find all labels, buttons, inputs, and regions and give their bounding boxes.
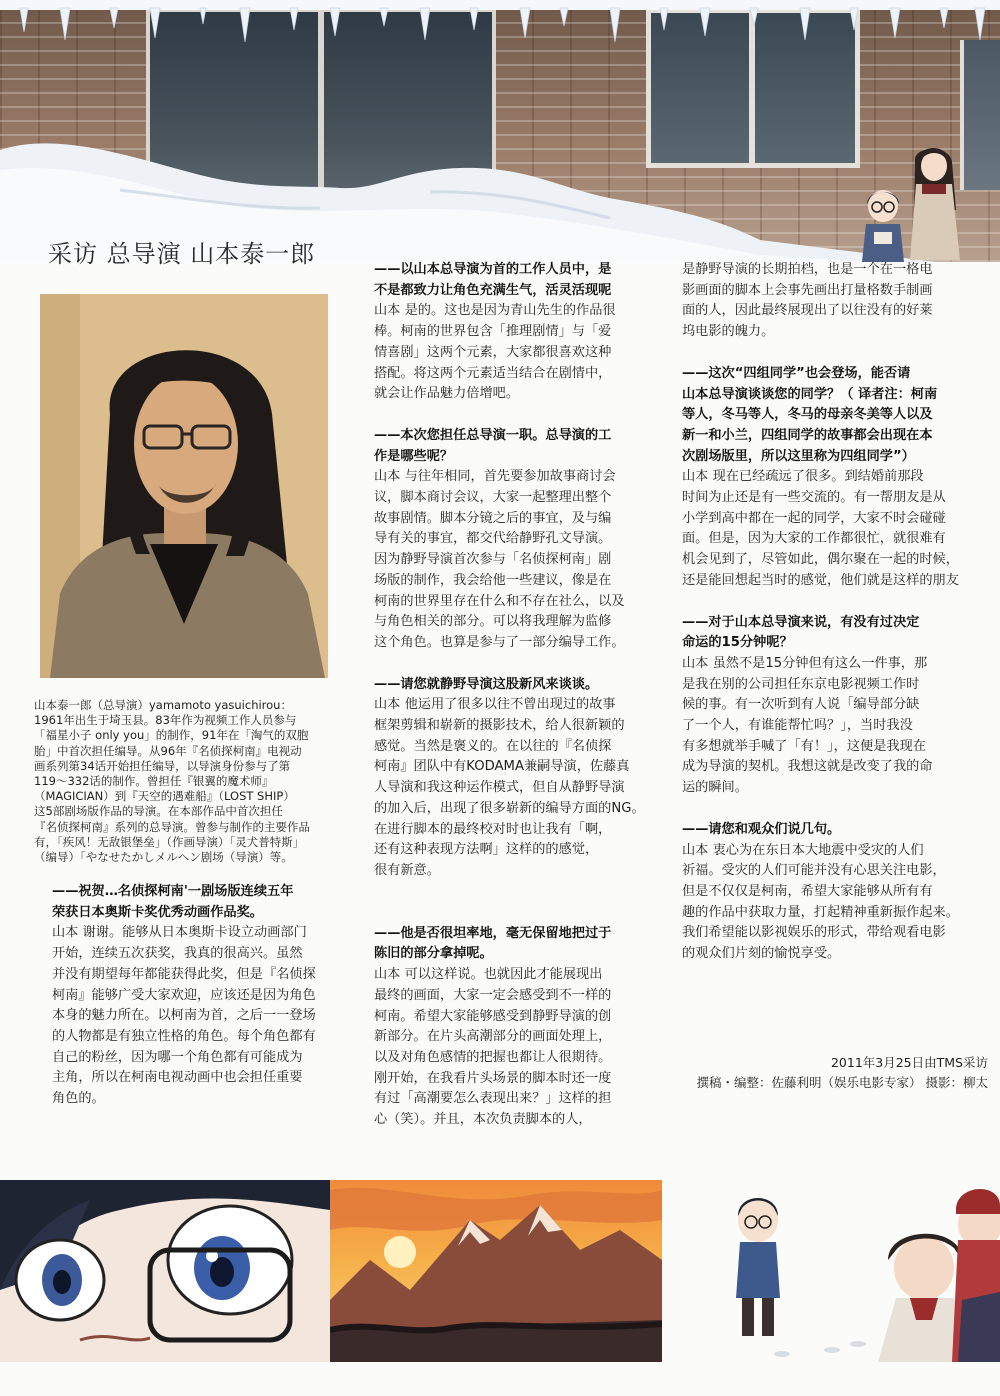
- text-line: 框架剪辑和崭新的摄影技术，给人很新颖的: [374, 718, 625, 734]
- paragraph-gap: [682, 799, 978, 820]
- text-line: 柯南』团队中有KODAMA兼嗣导演，佐藤真: [374, 759, 630, 775]
- text-line: 心（笑）。并且，本次负责脚本的人，: [374, 1112, 592, 1128]
- text-line: 角色的。: [52, 1091, 105, 1107]
- text-line: 候的事。有一次听到有人说「编导部分缺: [682, 697, 920, 713]
- bio-line: 有，「疾风！无敌银堡垒」（作画导演）「灵犬普特斯」: [34, 834, 305, 849]
- text-line: 导有关的事宜，都交代给静野孔文导演。: [374, 531, 612, 547]
- interview-answer: [374, 965, 654, 1131]
- paragraph-gap: [682, 592, 978, 613]
- text-line: 面。但是，因为大家的工作都很忙，就很难有: [682, 531, 946, 547]
- text-line: 命运的15分钟呢？: [682, 635, 793, 651]
- text-line: 有多想就举手喊了「有！」，这便是我现在: [682, 738, 926, 754]
- text-line: 柯南』能够广受大家欢迎，应该还是因为角色: [52, 987, 316, 1003]
- text-line: 感觉。当然是褒义的。在以往的『名侦探: [374, 738, 612, 754]
- text-line: 小学到高中都在一起的同学，大家不时会碰碰: [682, 510, 946, 526]
- text-line: 还是能回想起当时的感觉，他们就是这样的朋友: [682, 572, 959, 588]
- text-line: 时间为止还是有一些交流的。有一帮朋友是从: [682, 490, 946, 506]
- text-line: 山本 现在已经疏远了很多。到结婚前那段: [682, 469, 924, 485]
- bio-line: 画系列第34话开始担任编导，以导演身份参与了第: [34, 758, 291, 773]
- characters-panel: [662, 1180, 1000, 1362]
- portrait-illustration: [40, 294, 328, 678]
- interview-question: [52, 882, 342, 923]
- paragraph-gap: [374, 405, 654, 426]
- credit-date: 2011年3月25日由TMS采访: [830, 1055, 988, 1070]
- text-line: 开始，连续五次获奖，我真的很高兴。虽然: [52, 946, 303, 962]
- paragraph-gap: [374, 654, 654, 675]
- interview-column-2: [374, 260, 654, 1131]
- text-line: 自己的粉丝，因为哪一个角色都有可能成为: [52, 1049, 303, 1065]
- text-line: 新部分。在片头高潮部分的画面处理上，: [374, 1029, 612, 1045]
- text-line: 就会让作品魅力倍增吧。: [374, 386, 520, 402]
- text-line: 机会见到了，尽管如此，偶尔聚在一起的时候，: [682, 552, 959, 568]
- bio-line: 119～332话的制作。曾担任『银翼的魔术师』: [34, 774, 274, 789]
- text-line: ——本次您担任总导演一职。总导演的工: [374, 427, 612, 443]
- text-line: 最终的画面，大家一定会感受到不一样的: [374, 987, 612, 1003]
- text-line: 棒。柯南的世界包含「推理剧情」与「爱: [374, 324, 612, 340]
- mountain-sunset-panel: [330, 1180, 662, 1362]
- text-line: 了一个人，有谁能帮忙吗？」，当时我没: [682, 718, 913, 734]
- interview-answer: [374, 467, 654, 653]
- text-line: 的观众们片刻的愉悦享受。: [682, 946, 841, 962]
- text-line: 情喜剧」这两个元素，大家都很喜欢这种: [374, 344, 612, 360]
- header-illustration: [0, 0, 1000, 262]
- text-line: 山本 他运用了很多以往不曾出现过的故事: [374, 697, 616, 713]
- text-line: 新一和小兰，四组同学的故事都会出现在本: [682, 427, 933, 443]
- paragraph-gap: [682, 343, 978, 364]
- interview-answer: [682, 467, 978, 591]
- text-line: 山本 与往年相同，首先要参加故事商讨会: [374, 469, 616, 485]
- text-line: 等人，冬马等人，冬马的母亲冬美等人以及: [682, 407, 933, 423]
- bio-line: （MAGICIAN）到『天空的遇难船』（LOST SHIP）: [34, 789, 295, 804]
- text-line: 我们希望能以影视娱乐的形式，带给观看电影: [682, 925, 946, 941]
- conan-face-illustration: [0, 1180, 330, 1362]
- bio-line: 这5部剧场版作品的导演。在本部作品中首次担任: [34, 804, 283, 819]
- text-line: ——他是否很坦率地，毫无保留地把过于: [374, 925, 612, 941]
- text-line: 坞电影的魄力。: [682, 324, 775, 340]
- text-line: 柯南的世界里存在什么和不存在社么，以及: [374, 593, 625, 609]
- icicles: [0, 0, 1000, 44]
- director-bio: [34, 698, 346, 865]
- text-line: 搭配。将这两个元素适当结合在剧情中，: [374, 365, 612, 381]
- interview-question: [682, 820, 978, 841]
- conan-closeup-panel: [0, 1180, 330, 1362]
- text-line: 这个角色。也算是参与了一部分编导工作。: [374, 634, 625, 650]
- paragraph-gap: [374, 882, 654, 903]
- text-line: 与角色相关的部分。可以将我理解为监修: [374, 614, 612, 630]
- credit-staff: 撰稿・编整：佐藤利明（娱乐电影专家） 摄影：柳太: [696, 1075, 988, 1090]
- text-line: 次剧场版里，所以这里称为四组同学”）: [682, 448, 915, 464]
- text-line: ——以山本总导演为首的工作人员中，是: [374, 262, 612, 277]
- text-line: 祈福。受灾的人们可能并没有心思关注电影，: [682, 863, 946, 879]
- text-line: 运的瞬间。: [682, 780, 748, 796]
- conan-character-figure: [858, 186, 908, 262]
- interview-credit: [658, 1053, 988, 1093]
- text-line: ——请您就静野导演这股新风来谈谈。: [374, 676, 599, 692]
- text-line: 场版的制作，我会给他一些建议，像是在: [374, 572, 612, 588]
- interview-answer: [374, 695, 654, 881]
- text-line: ——这次“四组同学”也会登场，能否请: [682, 365, 911, 381]
- text-line: 人导演和我这种运作模式，但自从静野导演: [374, 780, 625, 796]
- text-line: 成为导演的契机。我想这就是改变了我的命: [682, 759, 933, 775]
- text-line: 是静野导演的长期拍档，也是一个在一格电: [682, 262, 933, 277]
- text-line: 并没有期望每年都能获得此奖，但是『名侦探: [52, 966, 316, 982]
- interview-answer: [682, 654, 978, 799]
- interview-column-1: [52, 882, 342, 1110]
- text-line: 很有新意。: [374, 862, 440, 878]
- text-line: 故事剧情。脚本分镜之后的事宜，及与编: [374, 510, 612, 526]
- text-line: 本身的魅力所在。以柯南为首，之后一一登场: [52, 1008, 316, 1024]
- bio-line: 山本泰一郎（总导演）yamamoto yasuichirou：: [34, 698, 292, 712]
- interview-question: [374, 426, 654, 467]
- interview-question: [374, 260, 654, 301]
- bio-line: （编导）「やなせたかしメルヘン剧场（导演）等。: [34, 850, 293, 865]
- girl-character-figure: [900, 140, 970, 262]
- text-line: 议，脚本商讨会议，大家一起整理出整个: [374, 490, 612, 506]
- text-line: ——祝贺…名侦探柯南'一剧场版连续五年: [52, 884, 294, 899]
- interview-answer: [682, 260, 978, 343]
- text-line: 还有这种表现方法啊」这样的的感觉，: [374, 842, 599, 858]
- text-line: 山本 衷心为在东日本大地震中受灾的人们: [682, 842, 924, 858]
- interview-question: [682, 613, 978, 654]
- bio-line: 『名侦探柯南』系列的总导演。曾参与制作的主要作品: [34, 819, 310, 834]
- text-line: 山本总导演谈谈您的同学？（ 译者注：柯南: [682, 386, 938, 402]
- text-line: 趣的作品中获取力量，打起精神重新振作起来。: [682, 904, 959, 920]
- text-line: 因为静野导演首次参与「名侦探柯南」剧: [374, 552, 612, 568]
- text-line: 刚开始，在我看片头场景的脚本时还一度: [374, 1070, 612, 1086]
- text-line: 不是都致力让角色充满生气，活灵活现呢: [374, 282, 612, 298]
- text-line: 影画面的脚本上会事先画出打量格数手制画: [682, 282, 933, 298]
- text-line: 的人物都是有独立性格的角色。每个角色都有: [52, 1028, 316, 1044]
- text-line: 山本 可以这样说。也就因此才能展现出: [374, 967, 603, 983]
- text-line: 作是哪些呢？: [374, 448, 454, 464]
- director-portrait: [40, 294, 328, 678]
- text-line: 是我在别的公司担任东京电影视频工作时: [682, 676, 920, 692]
- text-line: 面的人，因此最终展现出了以往没有的好莱: [682, 303, 933, 319]
- interview-question: [374, 675, 654, 696]
- text-line: 山本 谢谢。能够从日本奥斯卡设立动画部门: [52, 925, 307, 941]
- interview-question: [682, 364, 978, 468]
- text-line: ——请您和观众们说几句。: [682, 821, 841, 837]
- text-line: 的加入后，出现了很多崭新的编导方面的NG。: [374, 800, 645, 816]
- interview-answer: [374, 301, 654, 405]
- interview-column-3: [682, 260, 978, 965]
- text-line: 但是不仅仅是柯南，希望大家能够从所有有: [682, 883, 933, 899]
- text-line: 以及对角色感情的把握也都让人很期待。: [374, 1049, 612, 1065]
- text-line: 陈旧的部分拿掉呢。: [374, 946, 493, 962]
- bio-line: 胎」中首次担任编导。从96年『名侦探柯南』电视动: [34, 743, 302, 758]
- text-line: ——对于山本总导演来说，有没有过决定: [682, 614, 920, 630]
- text-line: 在进行脚本的最终校对时也让我有「啊，: [374, 821, 612, 837]
- text-line: 荣获日本奥斯卡奖优秀动画作品奖。: [52, 904, 263, 920]
- interview-answer: [682, 841, 978, 965]
- interview-question: [374, 924, 654, 965]
- bio-line: 「福星小子 only you」的制作，91年在「淘气的双胞: [34, 728, 309, 743]
- text-line: 山本 虽然不是15分钟但有这么一件事，那: [682, 655, 928, 671]
- text-line: 柯南。希望大家能够感受到静野导演的创: [374, 1008, 612, 1024]
- text-line: 有过「高潮要怎么表现出来？」这样的担: [374, 1091, 612, 1107]
- paragraph-gap: [374, 903, 654, 924]
- interview-answer: [52, 923, 342, 1109]
- mountain-sunset-illustration: [330, 1180, 662, 1362]
- text-line: 山本 是的。这也是因为青山先生的作品很: [374, 303, 616, 319]
- text-line: 主角，所以在柯南电视动画中也会担任重要: [52, 1070, 303, 1086]
- characters-illustration: [662, 1180, 1000, 1362]
- bio-line: 1961年出生于埼玉县。83年作为视频工作人员参与: [34, 713, 297, 728]
- page-title: 采访 总导演 山本泰一郎: [48, 240, 316, 268]
